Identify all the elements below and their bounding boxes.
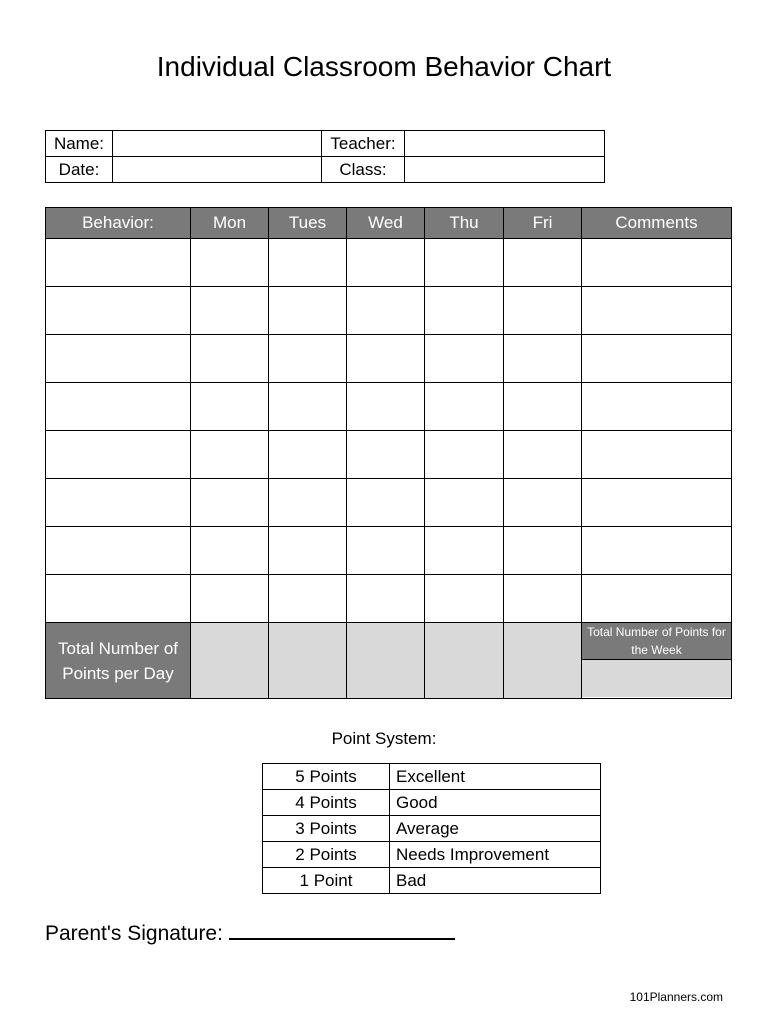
behavior-row <box>46 479 732 527</box>
daily-total-label: Total Number of Points per Day <box>46 623 191 699</box>
signature-line[interactable] <box>229 918 455 940</box>
behavior-cell[interactable] <box>46 383 191 431</box>
day-cell[interactable] <box>425 527 504 575</box>
point-row <box>263 764 601 790</box>
behavior-cell[interactable] <box>46 239 191 287</box>
behavior-cell[interactable] <box>46 335 191 383</box>
signature-row <box>45 918 455 946</box>
day-cell[interactable] <box>504 335 582 383</box>
point-row <box>263 868 601 894</box>
comment-cell[interactable] <box>582 479 732 527</box>
daily-total-row <box>46 623 732 699</box>
points-value: 4 Points <box>263 790 390 816</box>
day-cell[interactable] <box>191 479 269 527</box>
day-cell[interactable] <box>347 479 425 527</box>
day-cell[interactable] <box>425 239 504 287</box>
behavior-row <box>46 239 732 287</box>
column-header: Fri <box>504 208 582 239</box>
day-cell[interactable] <box>504 575 582 623</box>
day-cell[interactable] <box>269 479 347 527</box>
day-cell[interactable] <box>269 383 347 431</box>
behavior-cell[interactable] <box>46 287 191 335</box>
day-cell[interactable] <box>425 287 504 335</box>
point-system-label: Point System: <box>331 729 437 748</box>
behavior-cell[interactable] <box>46 527 191 575</box>
day-cell[interactable] <box>269 287 347 335</box>
signature-label: Parent's Signature: <box>45 922 223 945</box>
point-row <box>263 790 601 816</box>
day-cell[interactable] <box>425 335 504 383</box>
behavior-cell[interactable] <box>46 479 191 527</box>
mon-total-cell[interactable] <box>191 623 269 699</box>
column-header: Behavior: <box>46 208 191 239</box>
day-cell[interactable] <box>347 239 425 287</box>
day-cell[interactable] <box>347 335 425 383</box>
behavior-row <box>46 575 732 623</box>
day-cell[interactable] <box>347 287 425 335</box>
day-cell[interactable] <box>347 431 425 479</box>
teacher-label: Teacher: <box>322 131 405 157</box>
behavior-cell[interactable] <box>46 431 191 479</box>
day-cell[interactable] <box>191 527 269 575</box>
day-cell[interactable] <box>504 239 582 287</box>
comment-cell[interactable] <box>582 527 732 575</box>
day-cell[interactable] <box>347 383 425 431</box>
comment-cell[interactable] <box>582 335 732 383</box>
comment-cell[interactable] <box>582 431 732 479</box>
day-cell[interactable] <box>504 383 582 431</box>
thu-total-cell[interactable] <box>425 623 504 699</box>
behavior-row <box>46 527 732 575</box>
day-cell[interactable] <box>504 287 582 335</box>
points-description: Bad <box>390 868 601 894</box>
week-total-label: Total Number of Points for the Week <box>582 623 731 660</box>
day-cell[interactable] <box>425 575 504 623</box>
point-row <box>263 816 601 842</box>
day-cell[interactable] <box>269 527 347 575</box>
teacher-field[interactable] <box>405 131 605 157</box>
column-header: Thu <box>425 208 504 239</box>
points-value: 1 Point <box>263 868 390 894</box>
day-cell[interactable] <box>191 383 269 431</box>
comment-cell[interactable] <box>582 575 732 623</box>
day-cell[interactable] <box>347 575 425 623</box>
behavior-row <box>46 383 732 431</box>
day-cell[interactable] <box>347 527 425 575</box>
day-cell[interactable] <box>504 527 582 575</box>
comment-cell[interactable] <box>582 383 732 431</box>
date-label: Date: <box>46 157 113 183</box>
page-title: Individual Classroom Behavior Chart <box>156 51 612 82</box>
fri-total-cell[interactable] <box>504 623 582 699</box>
day-cell[interactable] <box>504 479 582 527</box>
points-description: Average <box>390 816 601 842</box>
column-header: Mon <box>191 208 269 239</box>
comment-cell[interactable] <box>582 239 732 287</box>
points-description: Excellent <box>390 764 601 790</box>
points-description: Needs Improvement <box>390 842 601 868</box>
week-total-field[interactable] <box>582 660 731 697</box>
day-cell[interactable] <box>191 575 269 623</box>
points-value: 5 Points <box>263 764 390 790</box>
behavior-row <box>46 287 732 335</box>
day-cell[interactable] <box>269 431 347 479</box>
week-total-cell <box>582 623 732 699</box>
tues-total-cell[interactable] <box>269 623 347 699</box>
date-field[interactable] <box>113 157 322 183</box>
day-cell[interactable] <box>269 239 347 287</box>
grid-header-row <box>46 208 732 239</box>
wed-total-cell[interactable] <box>347 623 425 699</box>
points-value: 2 Points <box>263 842 390 868</box>
day-cell[interactable] <box>191 287 269 335</box>
class-label: Class: <box>322 157 405 183</box>
behavior-row <box>46 335 732 383</box>
day-cell[interactable] <box>425 479 504 527</box>
comment-cell[interactable] <box>582 287 732 335</box>
point-row <box>263 842 601 868</box>
day-cell[interactable] <box>191 239 269 287</box>
day-cell[interactable] <box>504 431 582 479</box>
behavior-grid <box>45 207 732 699</box>
day-cell[interactable] <box>425 383 504 431</box>
point-system-table <box>262 763 601 894</box>
day-cell[interactable] <box>191 335 269 383</box>
info-table <box>45 130 605 183</box>
name-field[interactable] <box>113 131 322 157</box>
points-value: 3 Points <box>263 816 390 842</box>
day-cell[interactable] <box>425 431 504 479</box>
column-header: Tues <box>269 208 347 239</box>
day-cell[interactable] <box>269 575 347 623</box>
footer-brand: 101Planners.com <box>629 990 723 1004</box>
behavior-cell[interactable] <box>46 575 191 623</box>
name-label: Name: <box>46 131 113 157</box>
column-header: Wed <box>347 208 425 239</box>
day-cell[interactable] <box>191 431 269 479</box>
points-description: Good <box>390 790 601 816</box>
day-cell[interactable] <box>269 335 347 383</box>
class-field[interactable] <box>405 157 605 183</box>
behavior-row <box>46 431 732 479</box>
column-header: Comments <box>582 208 732 239</box>
